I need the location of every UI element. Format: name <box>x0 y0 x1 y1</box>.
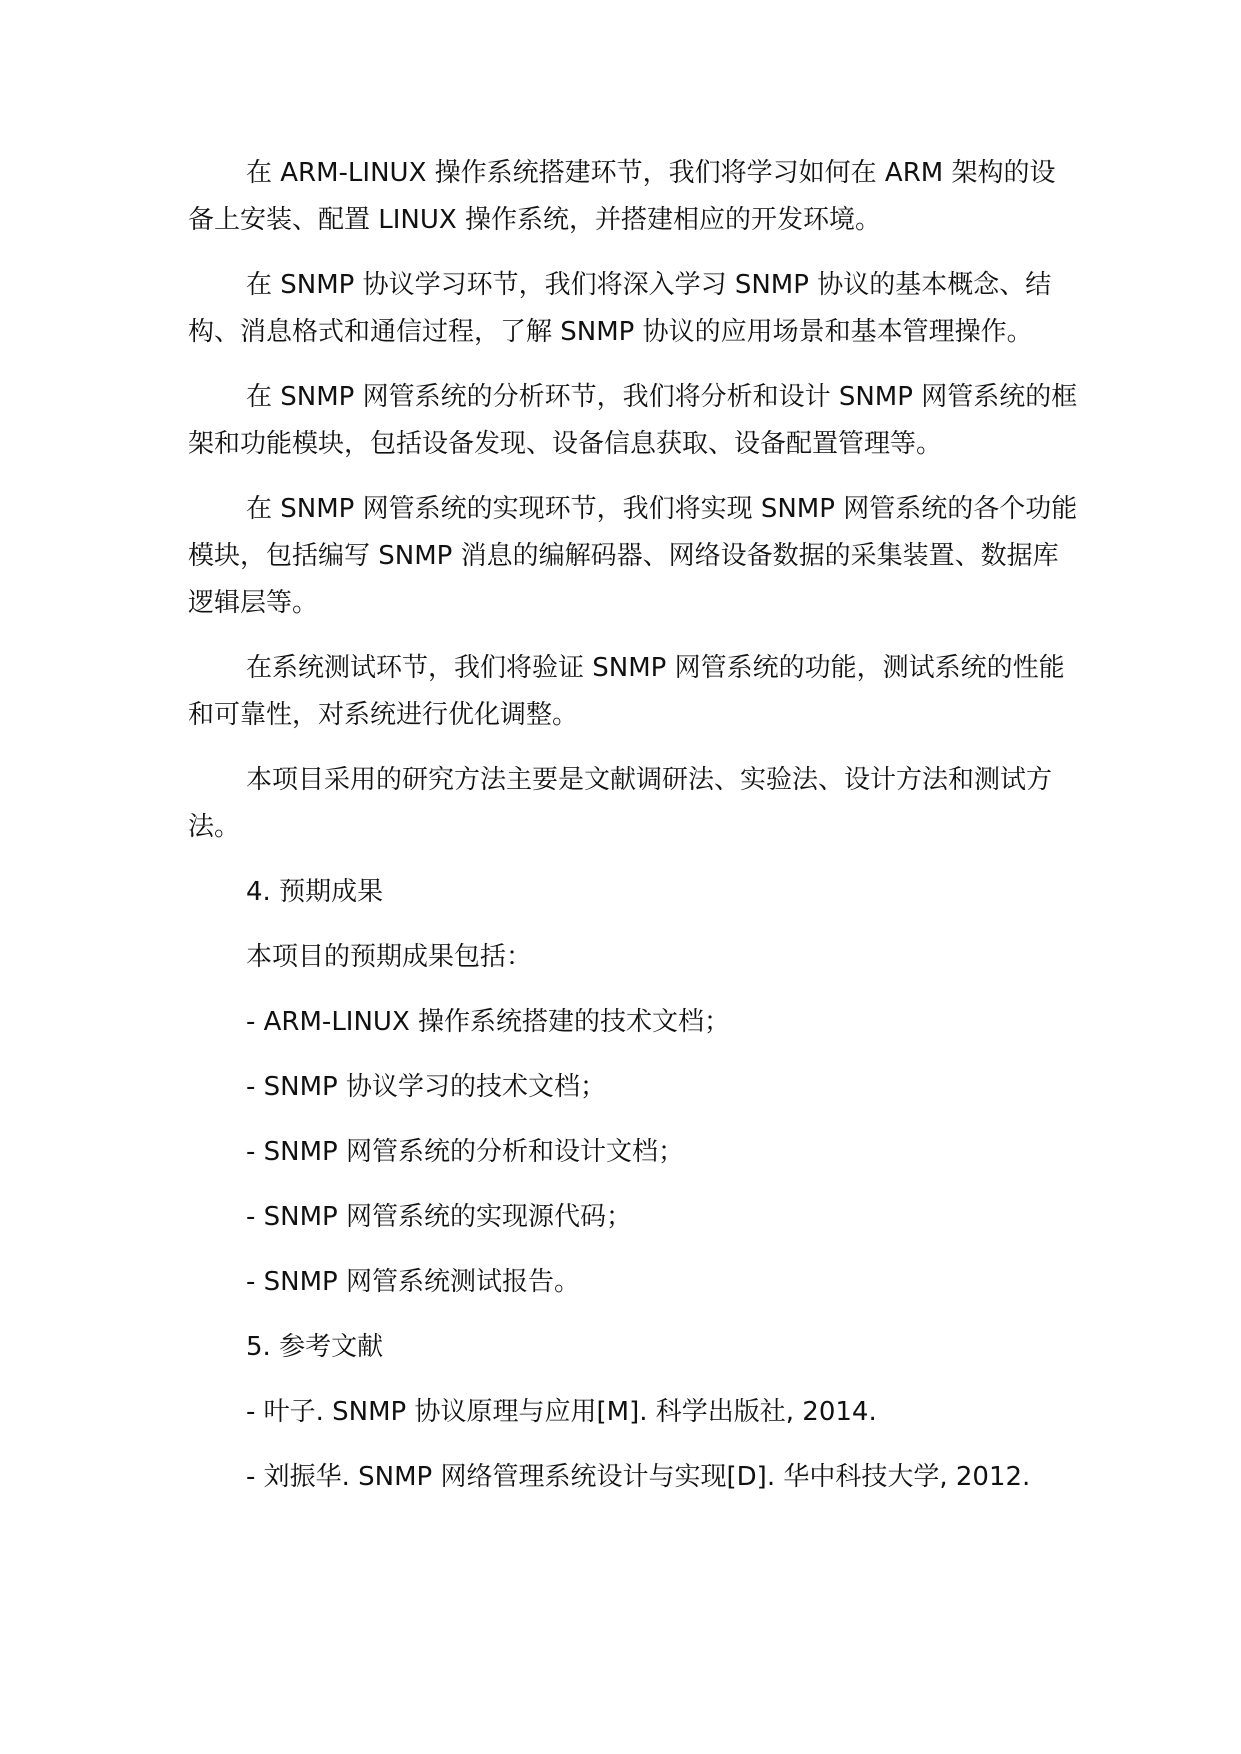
paragraph-system-testing: 在系统测试环节，我们将验证 SNMP 网管系统的功能，测试系统的性能和可靠性，对系统进行优化调整。 <box>188 653 1065 730</box>
section-heading-references: 5. 参考文献 <box>246 1332 384 1362</box>
list-item: - SNMP 网管系统的分析和设计文档； <box>246 1137 684 1167</box>
paragraph-snmp-protocol: 在 SNMP 协议学习环节，我们将深入学习 SNMP 协议的基本概念、结构、消息格式和通信过程，了解 SNMP 协议的应用场景和基本管理操作。 <box>188 270 1052 347</box>
list-item: - SNMP 协议学习的技术文档； <box>246 1072 606 1102</box>
list-item: - ARM-LINUX 操作系统搭建的技术文档； <box>246 1007 731 1037</box>
paragraph-snmp-implementation: 在 SNMP 网管系统的实现环节，我们将实现 SNMP 网管系统的各个功能模块，包括编写 SNMP 消息的编解码器、网络设备数据的采集装置、数据库逻辑层等。 <box>188 494 1078 618</box>
reference-item: - 叶子. SNMP 协议原理与应用[M]. 科学出版社, 2014. <box>246 1397 877 1427</box>
paragraph-research-methods: 本项目采用的研究方法主要是文献调研法、实验法、设计方法和测试方法。 <box>188 765 1053 842</box>
expected-results-intro: 本项目的预期成果包括： <box>246 942 533 972</box>
list-item: - SNMP 网管系统的实现源代码； <box>246 1202 632 1232</box>
section-heading-expected-results: 4. 预期成果 <box>246 877 384 907</box>
paragraph-snmp-analysis: 在 SNMP 网管系统的分析环节，我们将分析和设计 SNMP 网管系统的框架和功能模块，包括设备发现、设备信息获取、设备配置管理等。 <box>188 382 1078 459</box>
reference-item: - 刘振华. SNMP 网络管理系统设计与实现[D]. 华中科技大学, 2012. <box>246 1462 1031 1492</box>
paragraph-arm-linux: 在 ARM-LINUX 操作系统搭建环节，我们将学习如何在 ARM 架构的设备上安装、配置 LINUX 操作系统，并搭建相应的开发环境。 <box>188 158 1056 235</box>
list-item: - SNMP 网管系统测试报告。 <box>246 1267 580 1297</box>
document-body <box>188 150 1078 1519</box>
